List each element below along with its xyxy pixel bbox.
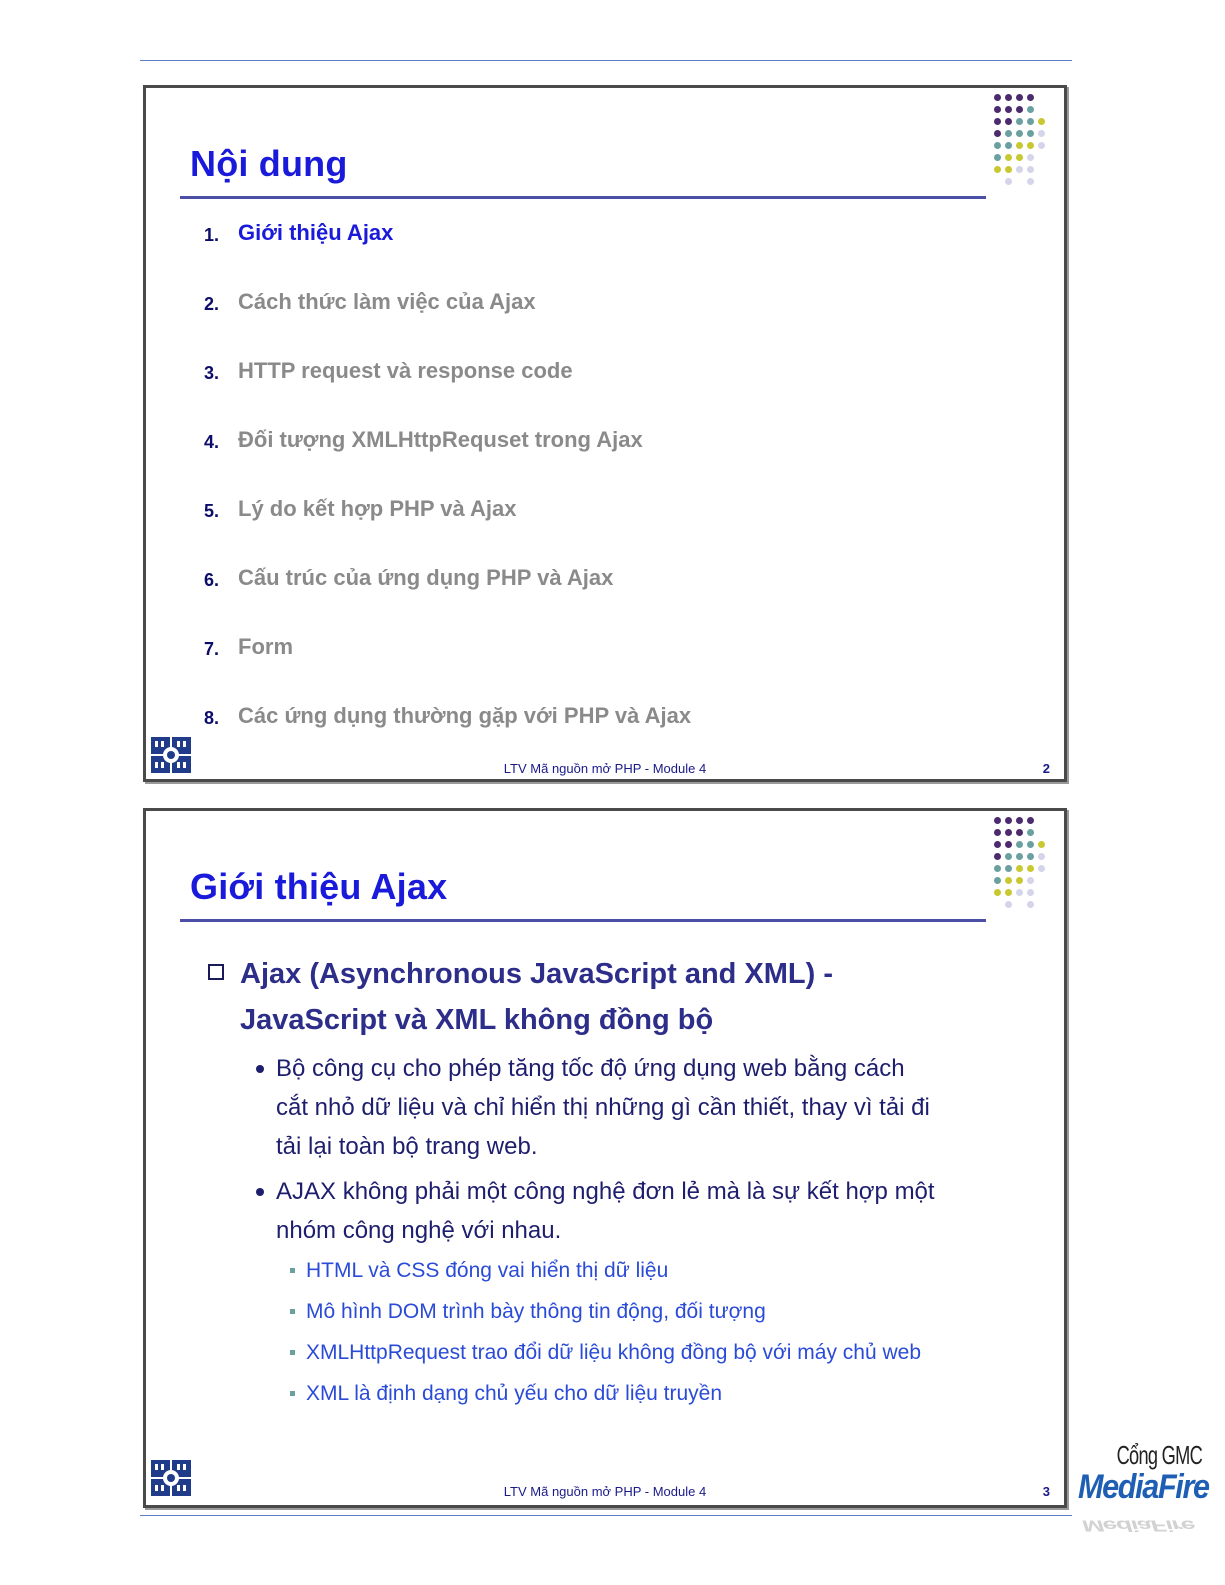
decor-dot xyxy=(994,94,1001,101)
watermark-top-text: Cổng GMC xyxy=(1116,1440,1202,1470)
decor-dot xyxy=(994,865,1001,872)
decor-dot xyxy=(1027,841,1034,848)
decor-dot xyxy=(994,118,1001,125)
decor-dot xyxy=(994,166,1001,173)
square-bullet-icon xyxy=(290,1391,295,1396)
tech-item: XML là định dạng chủ yếu cho dữ liệu truyền xyxy=(206,1373,1006,1414)
square-bullet-icon xyxy=(290,1268,295,1273)
decor-dot xyxy=(1016,166,1023,173)
decor-dot xyxy=(1027,154,1034,161)
dot-grid-decoration xyxy=(994,94,1058,194)
decor-dot xyxy=(1038,142,1045,149)
title-underline xyxy=(180,196,986,199)
decor-dot xyxy=(1027,118,1034,125)
decor-dot xyxy=(1027,106,1034,113)
square-bullet-icon xyxy=(290,1350,295,1355)
decor-dot xyxy=(994,154,1001,161)
decor-dot xyxy=(994,889,1001,896)
decor-dot xyxy=(1027,877,1034,884)
watermark-brand: MediaFire xyxy=(1078,1468,1209,1506)
main-bullet: Ajax (Asynchronous JavaScript and XML) - JavaScript và XML không đồng bộ xyxy=(206,951,1006,1043)
decor-dot xyxy=(994,142,1001,149)
decor-dot xyxy=(1005,877,1012,884)
slide-number: 2 xyxy=(1042,761,1050,776)
decor-dot xyxy=(1038,118,1045,125)
decor-dot xyxy=(1027,853,1034,860)
sub-bullet: AJAX không phải một công nghệ đơn lẻ mà là sự kết hợp một nhóm công nghệ với nhau. xyxy=(206,1172,1006,1250)
decor-dot xyxy=(1016,829,1023,836)
decor-dot xyxy=(994,817,1001,824)
decor-dot xyxy=(1005,166,1012,173)
slide-intro-ajax xyxy=(143,808,1067,1508)
slide-title: Nội dung xyxy=(190,143,348,184)
decor-dot xyxy=(994,853,1001,860)
slide-body xyxy=(206,951,1006,1414)
decor-dot xyxy=(1027,142,1034,149)
slide-footer: LTV Mã nguồn mở PHP - Module 4 xyxy=(503,1484,707,1499)
bullet-dot-icon xyxy=(256,1065,264,1073)
decor-dot xyxy=(1027,901,1034,908)
page-top-rule xyxy=(140,60,1072,61)
decor-dot xyxy=(1005,853,1012,860)
decor-dot xyxy=(1027,889,1034,896)
decor-dot xyxy=(1016,94,1023,101)
watermark-reflection: MediaFire xyxy=(1082,1516,1195,1535)
decor-dot xyxy=(1005,130,1012,137)
square-bullet-icon xyxy=(290,1309,295,1314)
decor-dot xyxy=(1027,178,1034,185)
decor-dot xyxy=(1027,829,1034,836)
title-underline xyxy=(180,919,986,922)
decor-dot xyxy=(1016,865,1023,872)
decor-dot xyxy=(1005,154,1012,161)
decor-dot xyxy=(1016,853,1023,860)
decor-dot xyxy=(1005,142,1012,149)
tech-item: HTML và CSS đóng vai hiển thị dữ liệu xyxy=(206,1250,1006,1291)
decor-dot xyxy=(1005,901,1012,908)
decor-dot xyxy=(994,877,1001,884)
decor-dot xyxy=(1016,118,1023,125)
decor-dot xyxy=(1027,130,1034,137)
decor-dot xyxy=(994,106,1001,113)
decor-dot xyxy=(1016,841,1023,848)
decor-dot xyxy=(1005,865,1012,872)
decor-dot xyxy=(1027,865,1034,872)
decor-dot xyxy=(1016,877,1023,884)
decor-dot xyxy=(1027,94,1034,101)
decor-dot xyxy=(994,841,1001,848)
decor-dot xyxy=(1027,817,1034,824)
decor-dot xyxy=(1038,841,1045,848)
checkbox-bullet-icon xyxy=(208,964,224,980)
decor-dot xyxy=(1016,154,1023,161)
tech-item: Mô hình DOM trình bày thông tin động, đối tượng xyxy=(206,1291,1006,1332)
decor-dot xyxy=(1005,841,1012,848)
decor-dot xyxy=(1005,817,1012,824)
decor-dot xyxy=(1027,166,1034,173)
decor-dot xyxy=(994,829,1001,836)
decor-dot xyxy=(1005,106,1012,113)
slide-title: Giới thiệu Ajax xyxy=(190,866,448,907)
mediafire-watermark xyxy=(1072,1440,1212,1535)
decor-dot xyxy=(1016,142,1023,149)
slide-footer: LTV Mã nguồn mở PHP - Module 4 xyxy=(503,761,707,776)
decor-dot xyxy=(1016,817,1023,824)
decor-dot xyxy=(1016,130,1023,137)
decor-dot xyxy=(1005,118,1012,125)
slide-contents: Nội dung 1. Giới thiệu Ajax 2. Cách thức làm việc của Ajax 3. HTTP request và response code 4. Đối tượng XMLHttpRequset trong Ajax 5. Lý do kết hợp PHP và Ajax 6. Cấu trúc của ứng dụng PHP và Ajax 7. Form 8. Các ứng dụng thường gặp với PHP và Ajax LTV Mã nguồn mở PHP - Module 4 2 xyxy=(143,85,1067,782)
tech-item: XMLHttpRequest trao đổi dữ liệu không đồng bộ với máy chủ web xyxy=(206,1332,1006,1373)
decor-dot xyxy=(1005,94,1012,101)
decor-dot xyxy=(1005,178,1012,185)
slide-number: 3 xyxy=(1042,1484,1050,1499)
decor-dot xyxy=(1038,130,1045,137)
decor-dot xyxy=(1016,889,1023,896)
bullet-dot-icon xyxy=(256,1188,264,1196)
decor-dot xyxy=(994,130,1001,137)
decor-dot xyxy=(1038,865,1045,872)
sub-bullet: Bộ công cụ cho phép tăng tốc độ ứng dụng web bằng cách cắt nhỏ dữ liệu và chỉ hiển thị những gì cần thiết, thay vì tải đi tải lại toàn bộ trang web. xyxy=(206,1049,1006,1166)
decor-dot xyxy=(1005,889,1012,896)
decor-dot xyxy=(1038,853,1045,860)
decor-dot xyxy=(1016,106,1023,113)
page-bottom-rule xyxy=(140,1515,1072,1516)
dot-grid-decoration xyxy=(994,817,1058,917)
decor-dot xyxy=(1005,829,1012,836)
